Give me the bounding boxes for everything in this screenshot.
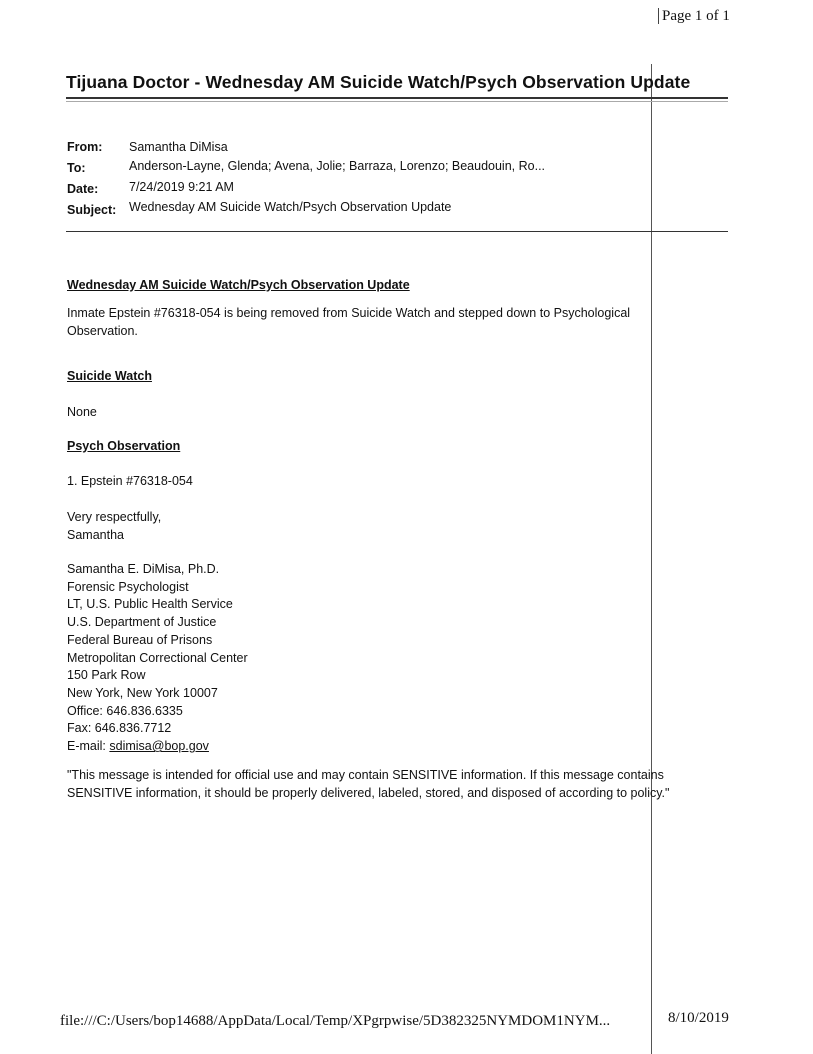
closing-name: Samantha: [67, 528, 124, 542]
signature-rank: LT, U.S. Public Health Service: [67, 597, 233, 612]
to-value: Anderson-Layne, Glenda; Avena, Jolie; Barraza, Lorenzo; Beaudouin, Ro...: [129, 159, 546, 173]
signature-city: New York, New York 10007: [67, 685, 218, 700]
intro-line-2: Observation.: [67, 324, 138, 338]
document-title: Tijuana Doctor - Wednesday AM Suicide Watch/Psych Observation Update: [66, 72, 691, 92]
to-label: To:: [67, 161, 86, 175]
signature-title: Forensic Psychologist: [67, 579, 189, 594]
page-number: Page 1 of 1: [662, 8, 730, 24]
footer-file-path: file:///C:/Users/bop14688/AppData/Local/Temp/XPgrpwise/5D382325NYMDOM1NYM...: [60, 1013, 611, 1029]
subject-label: Subject:: [67, 203, 117, 217]
signature-facility: Metropolitan Correctional Center: [67, 650, 248, 665]
signature-street: 150 Park Row: [67, 668, 146, 683]
email-label: E-mail:: [67, 739, 106, 754]
email-link[interactable]: sdimisa@bop.gov: [109, 739, 209, 754]
title-divider: [66, 97, 728, 99]
signature-email-row: [67, 738, 248, 756]
suicide-watch-value: None: [67, 405, 97, 419]
from-value: Samantha DiMisa: [129, 140, 228, 154]
date-label: Date:: [67, 182, 99, 196]
signature-office-phone: Office: 646.836.6335: [67, 703, 183, 718]
subject-value: Wednesday AM Suicide Watch/Psych Observation Update: [129, 200, 452, 214]
footer-print-date: 8/10/2019: [668, 1010, 729, 1026]
page-margin-mark: [658, 8, 659, 24]
psych-observation-heading: Psych Observation: [67, 439, 181, 453]
signature-department: U.S. Department of Justice: [67, 615, 217, 630]
signature-fax: Fax: 646.836.7712: [67, 721, 172, 736]
header-divider: [66, 231, 728, 232]
disclaimer-line-2: SENSITIVE information, it should be properly delivered, labeled, stored, and disposed of according to policy.": [67, 786, 670, 800]
body-heading: Wednesday AM Suicide Watch/Psych Observation Update: [67, 278, 410, 292]
signature-bureau: Federal Bureau of Prisons: [67, 632, 213, 647]
disclaimer-line-1: "This message is intended for official use and may contain SENSITIVE information. If this message contains: [67, 768, 664, 782]
from-label: From:: [67, 140, 103, 154]
psych-observation-item: 1. Epstein #76318-054: [67, 474, 193, 488]
scan-fold-line: [651, 64, 652, 1054]
intro-line-1: Inmate Epstein #76318-054 is being removed from Suicide Watch and stepped down to Psychological: [67, 306, 631, 320]
signature-name: Samantha E. DiMisa, Ph.D.: [67, 562, 220, 576]
signature-block: [67, 561, 248, 756]
suicide-watch-heading: Suicide Watch: [67, 369, 152, 383]
date-value: 7/24/2019 9:21 AM: [129, 180, 234, 194]
title-divider-shadow: [66, 101, 728, 102]
closing-line: Very respectfully,: [67, 510, 162, 524]
